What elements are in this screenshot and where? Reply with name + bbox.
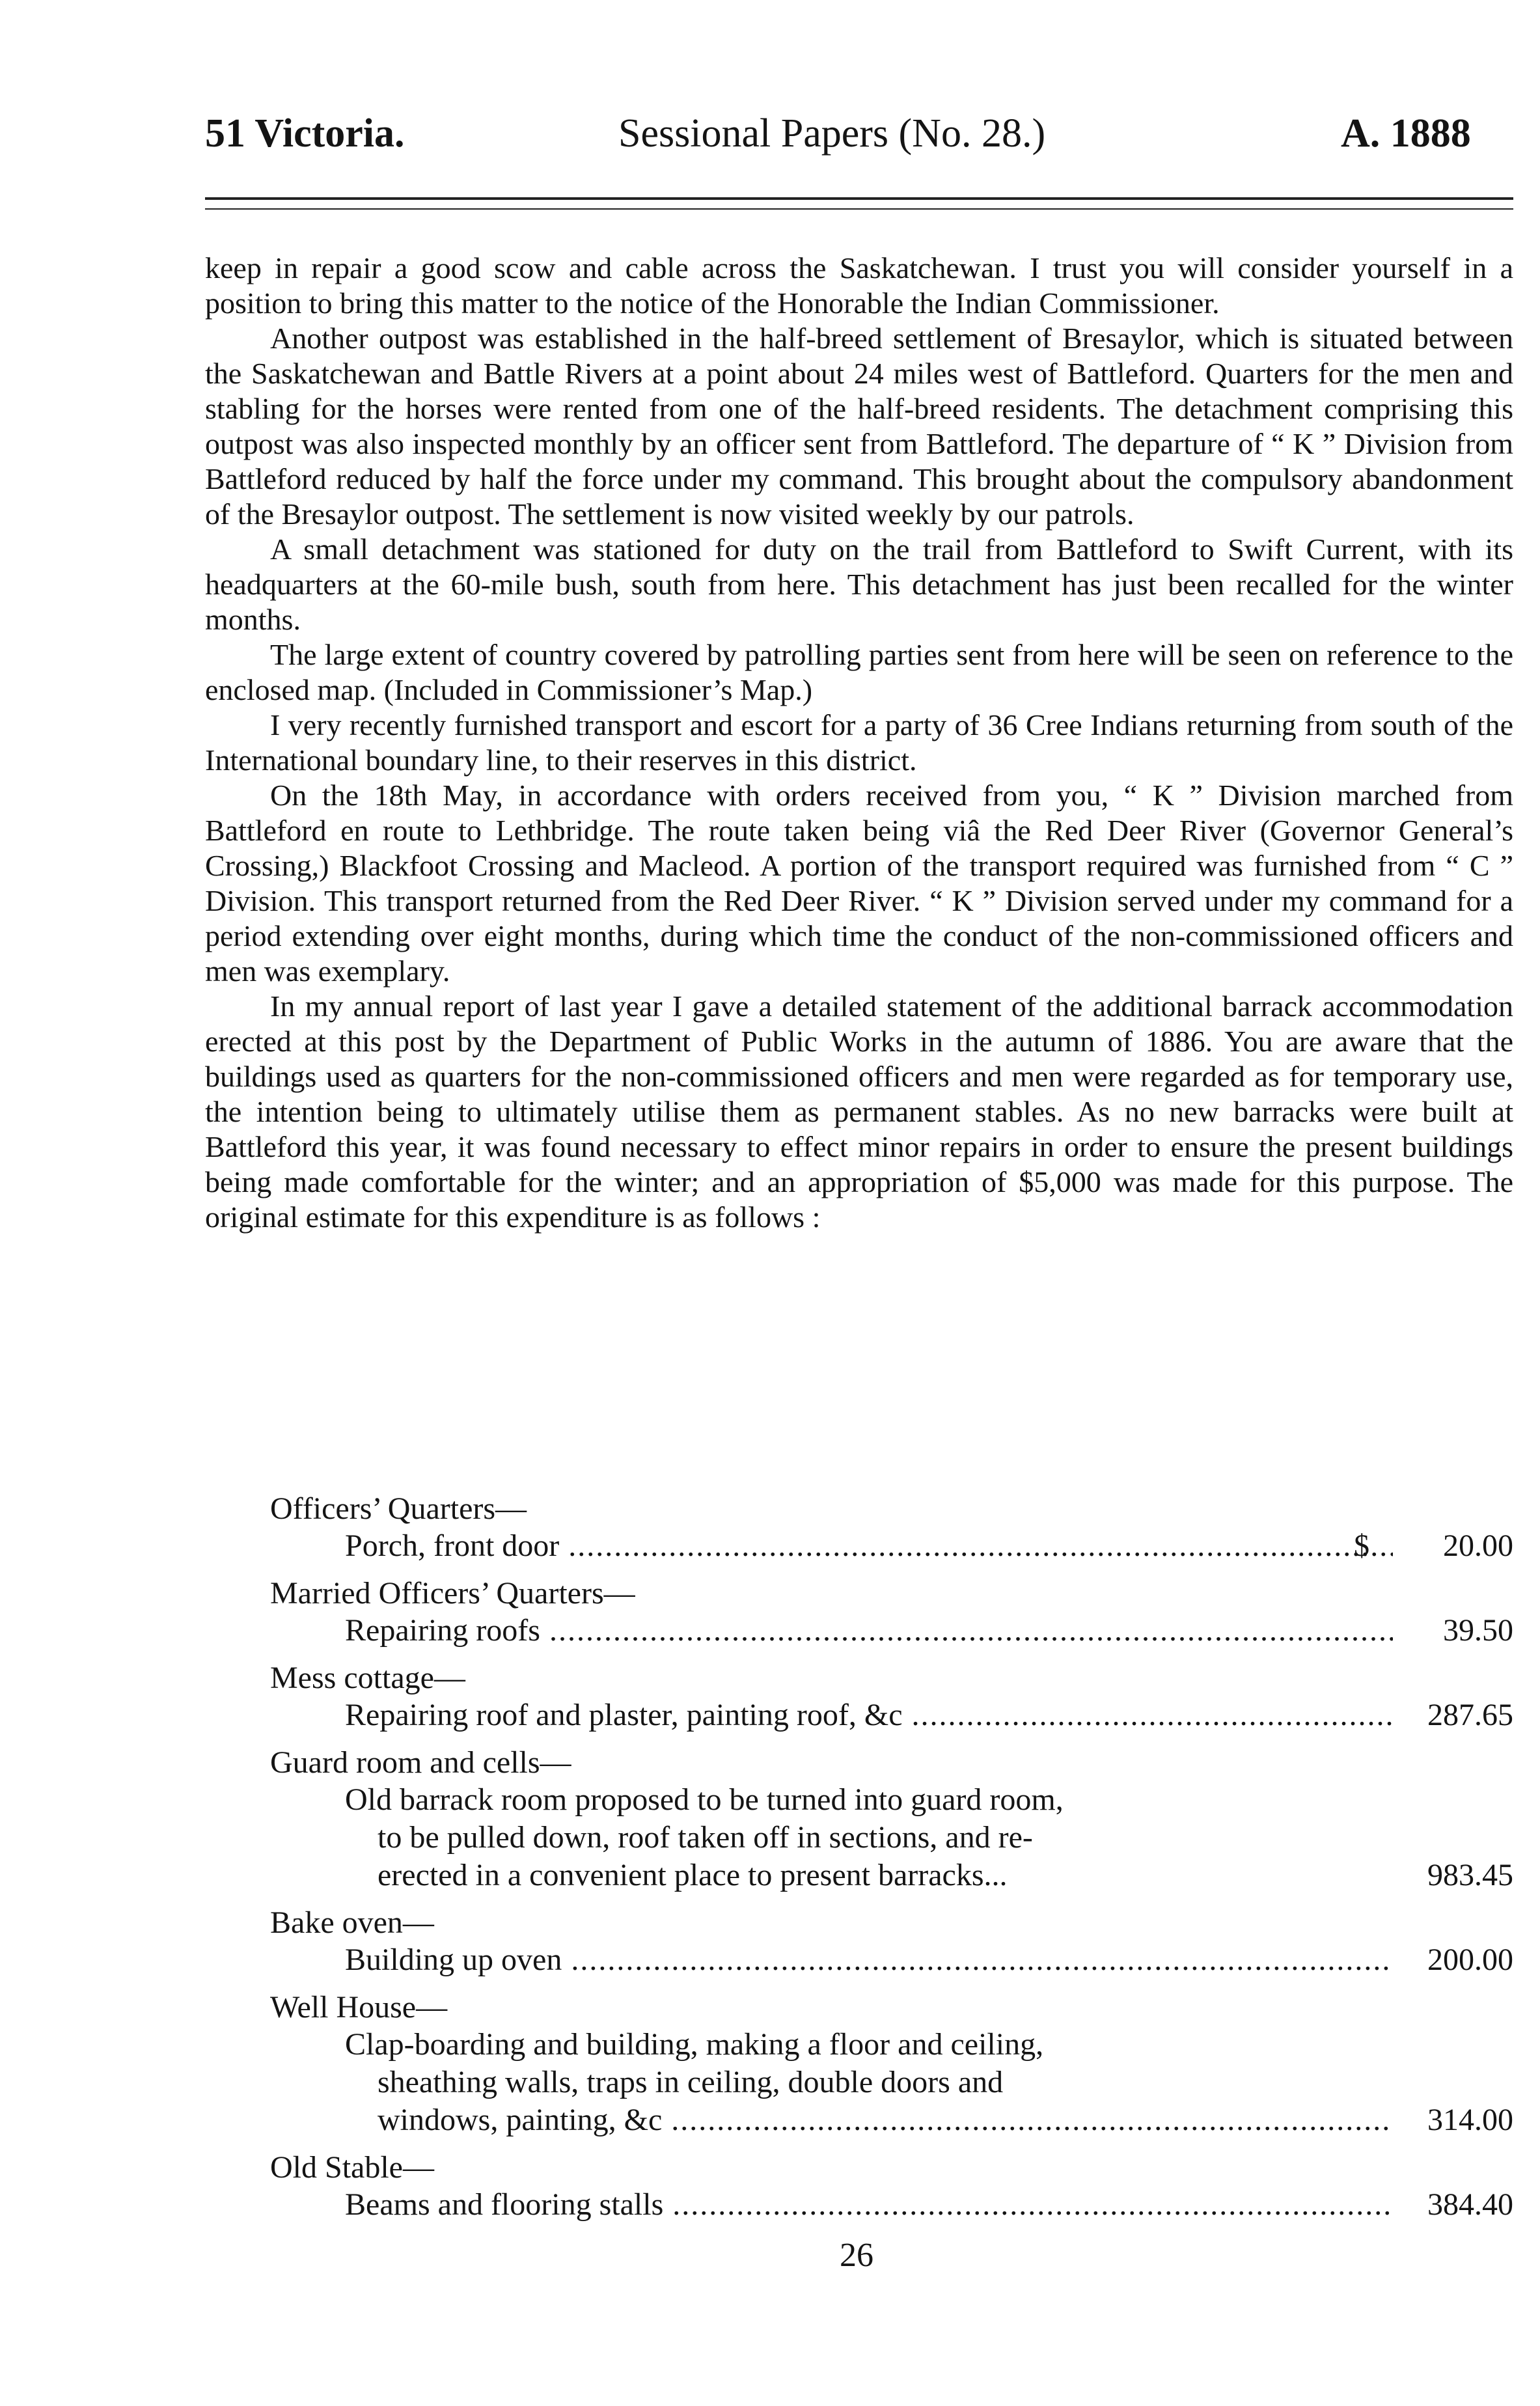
estimate-heading: Well House— [270,1990,448,2025]
estimate-line: Old barrack room proposed to be turned into guard room, [345,1782,1064,1817]
estimate-heading: Old Stable— [270,2150,434,2185]
estimate-amount: 287.65 [1427,1698,1513,1732]
header-session: 51 Victoria. [205,111,405,156]
paragraph: The large extent of country covered by patrolling parties sent from here will be seen on reference to the enclosed map. (Included in Commissioner’s Map.) [205,638,1513,706]
estimate-line: sheathing walls, traps in ceiling, double doors and [378,2065,1004,2099]
estimate-heading: Guard room and cells— [270,1745,571,1780]
estimate-line: windows, painting, &c [378,2103,663,2137]
header-title: Sessional Papers (No. 28.) [618,111,1046,156]
estimate-item [205,1660,1513,1734]
estimate-line: Porch, front door ..... [205,1527,1393,1565]
report-body [205,251,1513,1235]
paragraph: Another outpost was established in the half-breed settlement of Bresaylor, which is situated between the Saskatchewan and Battle Rivers at a point about 24 miles west of Battleford. Quarters for the men and stabling for the horses were rented from one of the half-breed residents. The detachment comprising this outpost was also inspected monthly by an officer sent from Battleford. The departure of “ K ” Division from Battleford reduced by half the force under my command. This brought about the compulsory abandonment of the Bresaylor outpost. The settlement is now visited weekly by our patrols. [205,322,1513,531]
header-rule-thick [205,197,1513,200]
estimate-heading: Bake oven— [270,1905,434,1940]
estimate-line: to be pulled down, roof taken off in sections, and re- [378,1820,1033,1855]
estimate-item [205,1989,1513,2139]
estimate-heading: Officers’ Quarters— [270,1491,527,1526]
estimate-line: Building up oven ..... [205,1941,1393,1979]
header-rule-thin [205,208,1513,210]
paragraph: On the 18th May, in accordance with orders received from you, “ K ” Division marched from Battleford en route to Lethbridge. The route taken being viâ the Red Deer River (Governor General’s Crossing,) Blackfoot Crossing and Macleod. A portion of the transport required was furnished from “ C ” Division. This transport returned from the Red Deer River. “ K ” Division served under my command for a period extending over eight months, during which time the conduct of the non-commissioned officers and men was exemplary. [205,779,1513,988]
page-number: 26 [840,2237,873,2274]
header-year: A. 1888 [1341,111,1471,156]
estimate-item [205,1491,1513,1565]
estimate-amount: 200.00 [1427,1943,1513,1977]
estimate-item [205,2150,1513,2224]
estimate-heading: Mess cottage— [270,1661,465,1695]
paragraph: keep in repair a good scow and cable across the Saskatchewan. I trust you will consider yourself in a position to bring this matter to the notice of the Honorable the Indian Commissioner. [205,251,1513,320]
estimate-line: Beams and flooring stalls ..... [205,2186,1393,2224]
estimate-amount: 384.40 [1427,2187,1513,2222]
paragraph: I very recently furnished transport and escort for a party of 36 Cree Indians returning from south of the International boundary line, to their reserves in this district. [205,708,1513,777]
paragraph: In my annual report of last year I gave a detailed statement of the additional barrack accommodation erected at this post by the Department of Public Works in the autumn of 1886. You are aware that the buildings used as quarters for the non-commissioned officers and men were regarded as for temporary use, the intention being to ultimately utilise them as permanent stables. As no new barracks were built at Battleford this year, it was found necessary to effect minor repairs in order to ensure the present buildings being made comfortable for the winter; and an appropriation of $5,000 was made for this purpose. The original estimate for this expenditure is as follows : [205,989,1513,1234]
currency-symbol: $ [1354,1528,1369,1563]
estimate-list [205,1491,1513,2234]
estimate-amount: 39.50 [1443,1613,1513,1648]
estimate-line: Clap-boarding and building, making a floor and ceiling, [345,2027,1044,2062]
estimate-amount: $ 20.00 [1393,1527,1513,1565]
estimate-item [205,1575,1513,1650]
estimate-line: Repairing roof and plaster, painting roof, &c ..... [205,1696,1393,1734]
estimate-line: Repairing roofs ..... [205,1612,1393,1650]
paragraph: A small detachment was stationed for duty on the trail from Battleford to Swift Current, with its headquarters at the 60-mile bush, south from here. This detachment has just been recalled for the winter months. [205,532,1513,636]
estimate-line: erected in a convenient place to present barracks... [378,1858,1008,1892]
estimate-item [205,1745,1513,1894]
estimate-item [205,1905,1513,1979]
estimate-amount: 314.00 [1427,2103,1513,2137]
estimate-amount: 983.45 [1427,1858,1513,1892]
estimate-heading: Married Officers’ Quarters— [270,1576,635,1611]
